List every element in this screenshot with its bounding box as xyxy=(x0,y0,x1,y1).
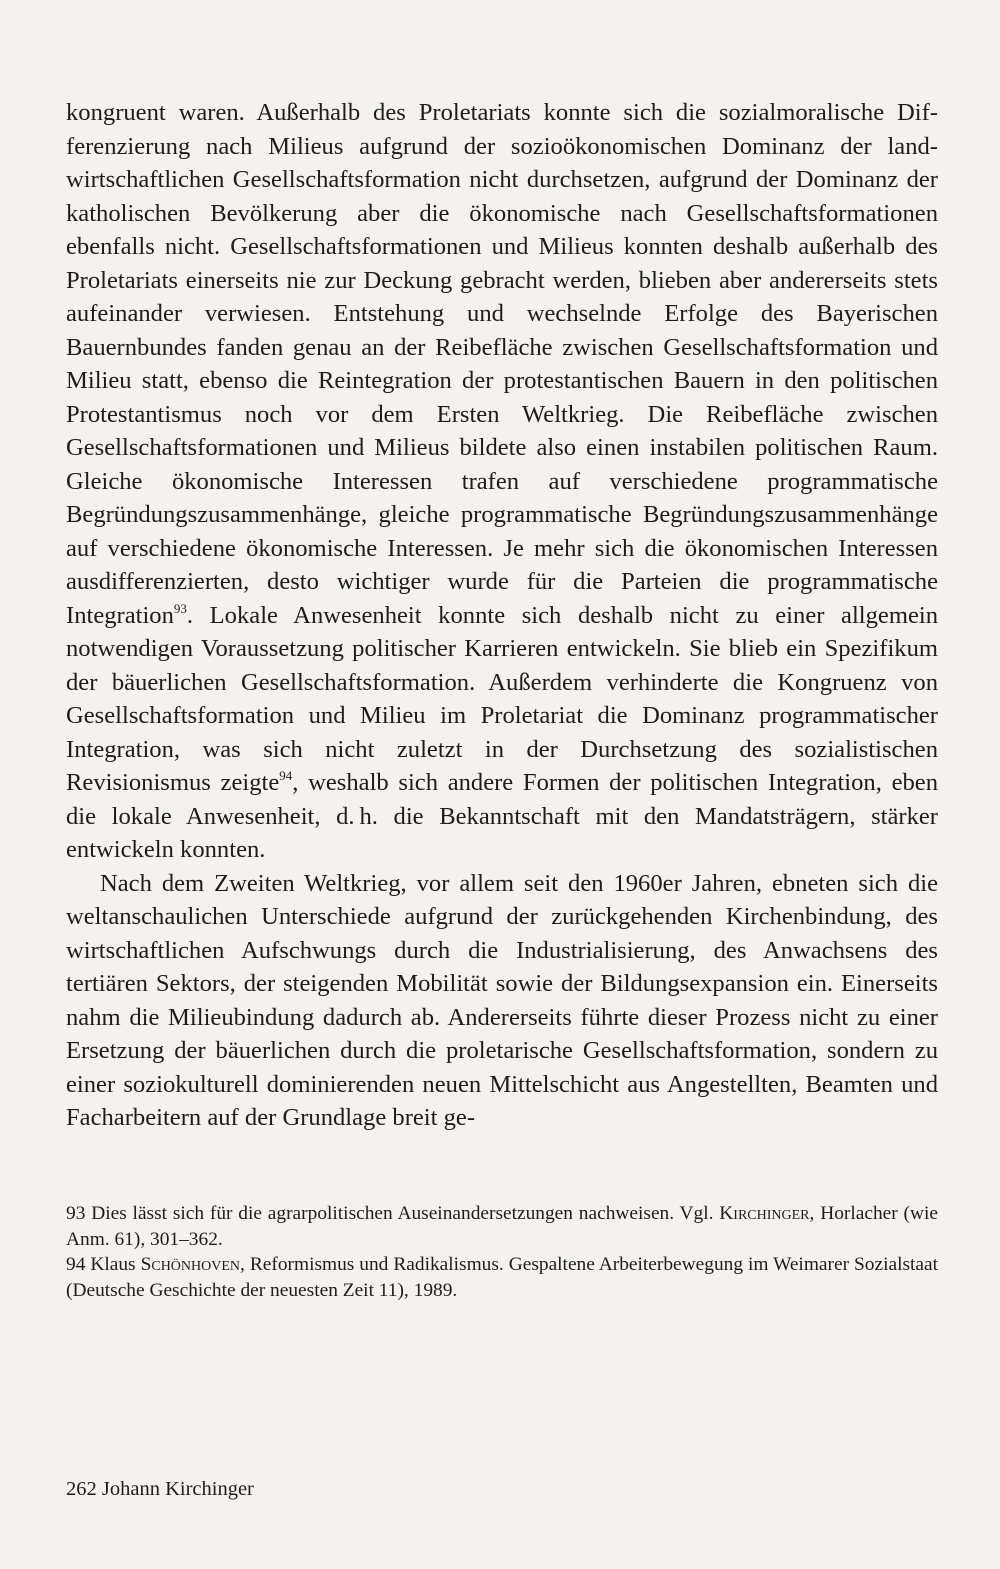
footnote-94 xyxy=(66,1252,938,1303)
page-number: 262 xyxy=(66,1478,97,1500)
running-author: Johann Kirchinger xyxy=(101,1478,254,1500)
footnote-text: Dies lässt sich für die agrarpolitischen Auseinandersetzungen nachweisen. Vgl. xyxy=(91,1203,714,1224)
footnote-ref-94[interactable]: 94 xyxy=(279,768,293,783)
paragraph-2 xyxy=(66,867,938,1135)
paragraph-1 xyxy=(66,96,938,867)
body-text xyxy=(66,96,938,1135)
paragraph-1-part-1: kongruent waren. Außerhalb des Proletariats konnte sich die sozialmoralische Differenzierung nach Milieus aufgrund der sozioökonomischen Dominanz der landwirtschaftlichen Gesellschaftsformation nicht durchsetzen, aufgrund der Dominanz der katholischen Bevölkerung aber die ökonomische nach Gesellschaftsformationen ebenfalls nicht. Gesellschaftsformationen und Milieus konnten deshalb außerhalb des Proletariats einerseits nie zur Deckung gebracht werden, blieben aber andererseits stets aufeinander verwiesen. Entstehung und wechselnde Erfolge des Bayerischen Bauernbundes fanden genau an der Reibefläche zwischen Gesellschaftsformation und Milieu statt, ebenso die Reintegration der protestantischen Bauern in den politischen Protestantismus noch vor dem Ersten Weltkrieg. Die Reibefläche zwischen Gesellschaftsformationen und Milieus bildete also einen instabilen politischen Raum. Gleiche ökonomische Interessen trafen auf verschiedene programmatische Begründungszusammenhänge, gleiche programmatische Begründungszusammenhänge auf verschiedene ökonomische Interessen. Je mehr sich die ökonomischen Interessen ausdifferenzierten, desto wichtiger wurde für die Parteien die programmatische Integration xyxy=(66,99,938,629)
footnote-number: 93 xyxy=(66,1203,86,1224)
footnote-text: , Horlacher (wie Anm. 61), 301–362. xyxy=(66,1203,938,1250)
footnote-number: 94 xyxy=(66,1254,86,1275)
page-footer xyxy=(66,1476,254,1502)
footnote-text: , Reformismus und Radikalismus. Gespaltene Arbeiterbewegung im Weimarer Sozialstaat (Deutsche Geschichte der neuesten Zeit 11), 1989. xyxy=(66,1254,938,1301)
footnote-ref-93[interactable]: 93 xyxy=(173,600,187,616)
footnote-author: Schönhoven xyxy=(140,1254,241,1275)
page-body xyxy=(66,96,938,1135)
paragraph-1-part-3: , weshalb sich andere Formen der politischen Integration, eben die lokale Anwesenheit, d. h. die Bekanntschaft mit den Mandatsträgern, stärker entwickeln konnten. xyxy=(66,769,938,863)
footnote-93 xyxy=(66,1201,938,1252)
paragraph-2-part-1: Nach dem Zweiten Weltkrieg, vor allem seit den 1960er Jahren, ebneten sich die weltanschaulichen Unterschiede aufgrund der zurückgehenden Kirchenbindung, des wirtschaftlichen Aufschwungs durch die Industrialisierung, des Anwachsens des tertiären Sektors, der steigenden Mobilität sowie der Bildungsexpansion ein. Einerseits nahm die Milieubindung dadurch ab. Andererseits führte dieser Prozess nicht zu einer Ersetzung der bäuerlichen durch die proletarische Gesellschaftsformation, sondern zu einer soziokulturell dominierenden neuen Mittelschicht aus Angestellten, Beamten und Facharbeitern auf der Grundlage breit ge- xyxy=(66,869,938,1131)
footnote-author: Kirchinger xyxy=(719,1203,810,1224)
footnotes xyxy=(66,1201,938,1303)
footnote-text: Klaus xyxy=(90,1254,136,1275)
paragraph-1-part-2: . Lokale Anwesenheit konnte sich deshalb nicht zu einer allgemein notwendigen Voraussetzung politischer Karrieren entwickeln. Sie blieb ein Spezifikum der bäuerlichen Gesellschaftsformation. Außerdem verhinderte die Kongruenz von Gesellschaftsformation und Milieu im Proletariat die Dominanz programmatischer Integration, was sich nicht zuletzt in der Durchsetzung des sozialistischen Revisionismus zeigte xyxy=(66,601,938,796)
